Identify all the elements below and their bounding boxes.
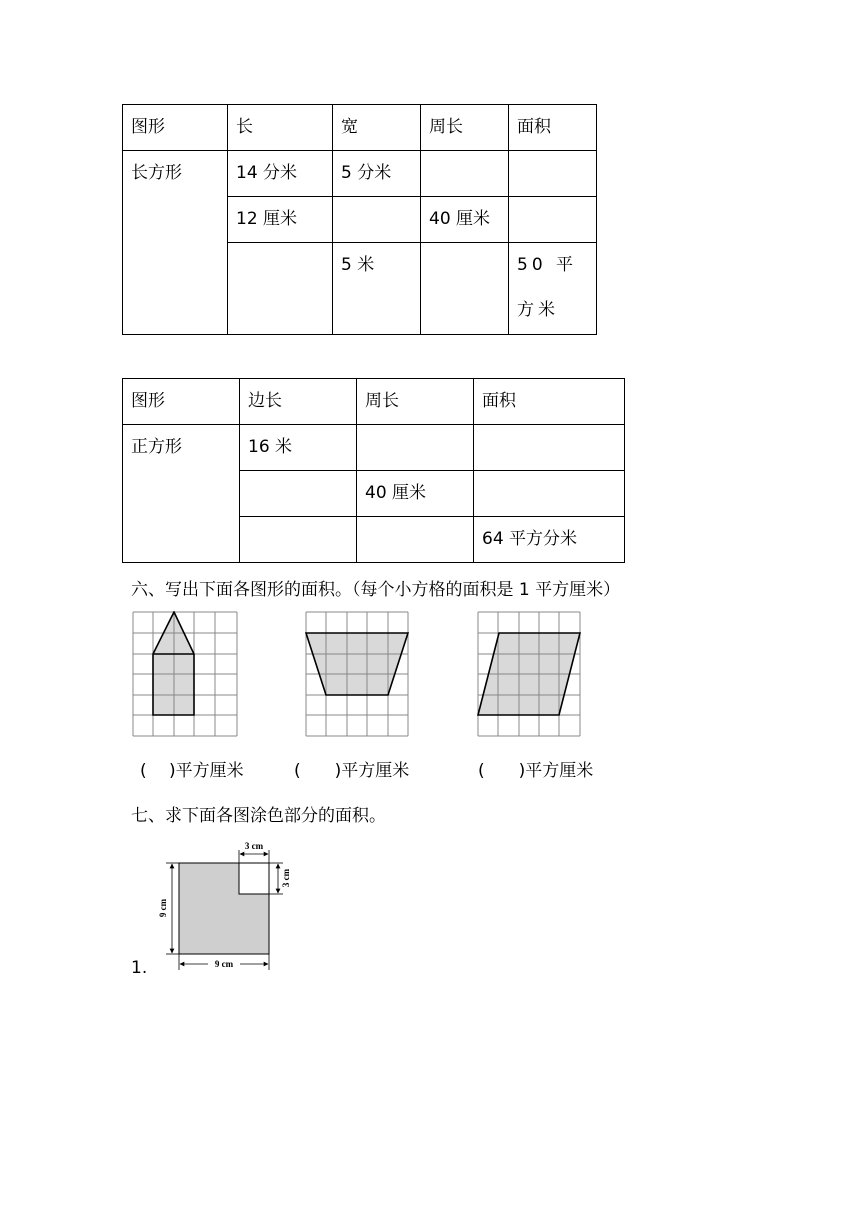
- table-cell: 5 米: [333, 243, 421, 335]
- small-height-label: 3 cm: [281, 868, 291, 888]
- header-cell: 边长: [240, 379, 357, 425]
- table-cell: [357, 517, 474, 563]
- table-cell: [421, 151, 509, 197]
- table-cell: 12 厘米: [228, 197, 333, 243]
- trapezoid-figure: [305, 611, 409, 737]
- header-cell: 面积: [474, 379, 625, 425]
- table-cell: 5 分米: [333, 151, 421, 197]
- table-cell: [509, 197, 597, 243]
- header-cell: 宽: [333, 105, 421, 151]
- header-cell: 图形: [123, 379, 240, 425]
- table-cell: 40 厘米: [421, 197, 509, 243]
- rectangle-table: [122, 104, 597, 335]
- table-cell: 40 厘米: [357, 471, 474, 517]
- table-cell: [228, 243, 333, 335]
- answer-blank-1[interactable]: ( )平方厘米: [140, 761, 244, 781]
- section7-title: 七、求下面各图涂色部分的面积。: [131, 806, 386, 826]
- table-cell: 16 米: [240, 425, 357, 471]
- parallelogram-figure: [477, 611, 581, 737]
- trapezoid-shape: [306, 633, 408, 695]
- table-cell: 14 分米: [228, 151, 333, 197]
- table-cell: [509, 151, 597, 197]
- grid-lines: [133, 612, 237, 736]
- table-header-row: [123, 105, 597, 151]
- house-figure: [132, 611, 238, 737]
- big-width-label: 9 cm: [214, 959, 234, 969]
- notched-square-figure: [158, 838, 298, 978]
- table-cell: [240, 517, 357, 563]
- table-cell: [240, 471, 357, 517]
- table-cell: [333, 197, 421, 243]
- header-cell: 图形: [123, 105, 228, 151]
- header-cell: 面积: [509, 105, 597, 151]
- answer-blank-2[interactable]: ( )平方厘米: [294, 761, 410, 781]
- answer-blank-3[interactable]: ( )平方厘米: [478, 761, 594, 781]
- item-number: 1.: [131, 958, 148, 978]
- table-row: [123, 425, 625, 471]
- table-cell: [474, 471, 625, 517]
- shape-name-cell: 正方形: [123, 425, 240, 563]
- table-cell: 50 平方米: [509, 243, 597, 335]
- table-cell: [474, 425, 625, 471]
- shape-name-cell: 长方形: [123, 151, 228, 335]
- header-cell: 周长: [357, 379, 474, 425]
- square-table: [122, 378, 625, 563]
- table-cell: [421, 243, 509, 335]
- table-row: [123, 151, 597, 197]
- header-cell: 周长: [421, 105, 509, 151]
- header-cell: 长: [228, 105, 333, 151]
- section6-title: 六、写出下面各图形的面积。（每个小方格的面积是 1 平方厘米）: [131, 580, 621, 600]
- table-header-row: [123, 379, 625, 425]
- cutout-square: [239, 863, 269, 894]
- small-width-label: 3 cm: [244, 841, 264, 851]
- big-height-label: 9 cm: [158, 898, 168, 918]
- grid-lines: [478, 612, 580, 736]
- table-cell: [357, 425, 474, 471]
- grid-lines: [306, 612, 408, 736]
- table-cell: 64 平方分米: [474, 517, 625, 563]
